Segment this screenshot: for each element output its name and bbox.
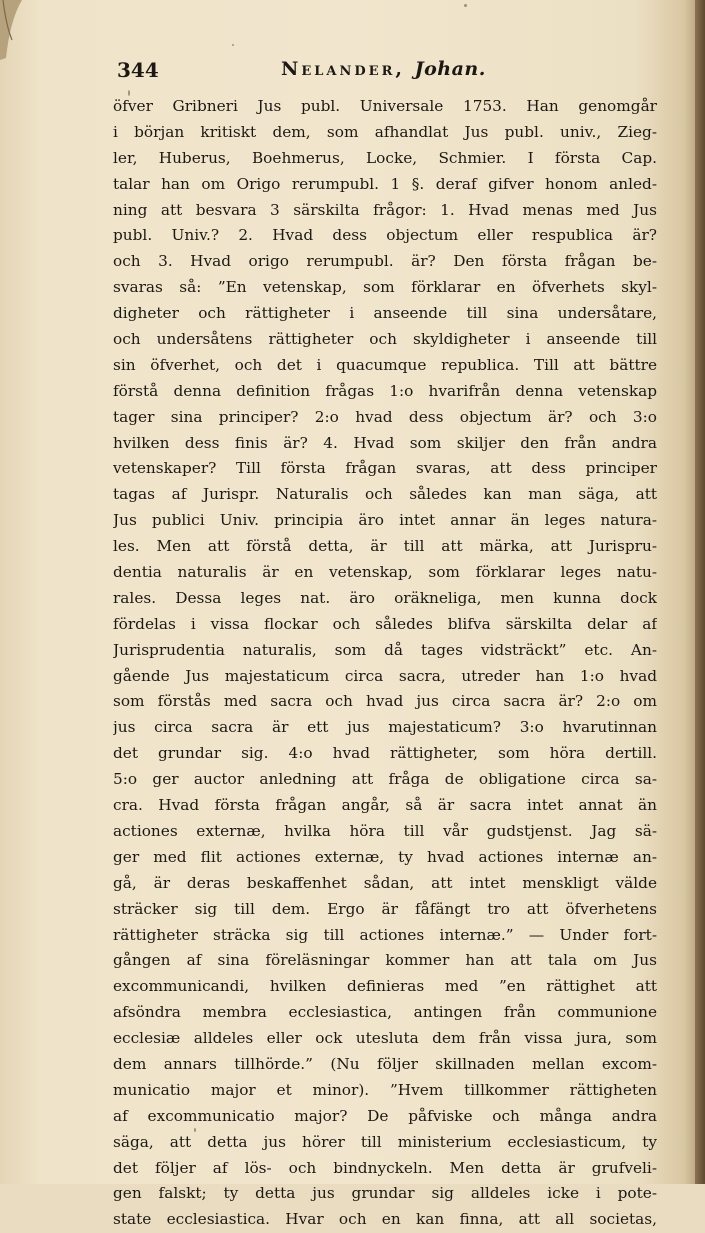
text-line: gående Jus majestaticum circa sacra, utreder han 1:o hvad [113,666,657,685]
text-line: jus circa sacra är ett jus majestaticum? 3:o hvarutinnan [113,718,657,737]
running-head [281,58,486,80]
text-line: 5:o ger auctor anledning att fråga de obligatione circa sa- [113,770,657,789]
text-line: vetenskaper? Till första frågan svaras, att dess principer [113,459,657,478]
text-line: gå, är deras beskaffenhet sådan, att intet menskligt välde [113,873,657,892]
text-line: talar han om Origo rerumpubl. 1 §. deraf gifver honom anled- [113,174,657,193]
text-line: gången af sina föreläsningar kommer han att tala om Jus [113,951,657,970]
text-line: rales. Dessa leges nat. äro oräkneliga, men kunna dock [113,588,657,607]
page-number: 344 [117,58,159,82]
text-line: dem annars tillhörde.” (Nu följer skillnaden mellan excom- [113,1054,657,1073]
text-line: i början kritiskt dem, som afhandlat Jus publ. univ., Zieg- [113,122,657,141]
text-line: af excommunicatio major? De påfviske och många andra [113,1106,657,1125]
text-line: rättigheter sträcka sig till actiones internæ.” — Under fort- [113,925,657,944]
text-line: det följer af lös- och bindnyckeln. Men detta är grufveli- [113,1158,657,1177]
text-line: state ecclesiastica. Hvar och en kan finna, att all societas, [113,1210,657,1229]
text-line: actiones externæ, hvilka höra till vår gudstjenst. Jag sä- [113,821,657,840]
body-text [113,94,657,1233]
text-line: afsöndra membra ecclesiastica, antingen från communione [113,1003,657,1022]
text-line: sträcker sig till dem. Ergo är fåfängt tro att öfverhetens [113,899,657,918]
text-line: tager sina principer? 2:o hvad dess objectum är? och 3:o [113,407,657,426]
text-line: publ. Univ.? 2. Hvad dess objectum eller respublica är? [113,226,657,245]
text-line: säga, att detta jus hörer till ministerium ecclesiasticum, ty [113,1132,657,1151]
text-line: förstå denna definition frågas 1:o hvarifrån denna vetenskap [113,381,657,400]
text-line: gen falskt; ty detta jus grundar sig alldeles icke i pote- [113,1184,657,1203]
text-line: sin öfverhet, och det i quacumque republica. Till att bättre [113,355,657,374]
text-line: och undersåtens rättigheter och skyldigheter i anseende till [113,330,657,349]
text-line: svaras så: ”En vetenskap, som förklarar en öfverhets skyl- [113,278,657,297]
text-line: ler, Huberus, Boehmerus, Locke, Schmier. I första Cap. [113,148,657,167]
text-line: fördelas i vissa flockar och således blifva särskilta delar af [113,614,657,633]
page-corner-fold [0,0,40,60]
text-line: excommunicandi, hvilken definieras med ”en rättighet att [113,977,657,996]
text-line: ning att besvara 3 särskilta frågor: 1. Hvad menas med Jus [113,200,657,219]
text-line: Jus publici Univ. principia äro intet annar än leges natura- [113,511,657,530]
text-line: det grundar sig. 4:o hvad rättigheter, som höra dertill. [113,744,657,763]
page-header [117,58,647,94]
text-line: Jurisprudentia naturalis, som då tages vidsträckt” etc. An- [113,640,657,659]
text-line: tagas af Jurispr. Naturalis och således kan man säga, att [113,485,657,504]
text-line: ger med flit actiones externæ, ty hvad actiones internæ an- [113,847,657,866]
text-line: dentia naturalis är en vetenskap, som förklarar leges natu- [113,563,657,582]
text-line: öfver Gribneri Jus publ. Universale 1753. Han genomgår [113,97,657,115]
text-line: som förstås med sacra och hvad jus circa sacra är? 2:o om [113,692,657,711]
text-line: les. Men att förstå detta, är till att märka, att Jurispru- [113,537,657,556]
running-head-name: Nelander, [281,58,405,80]
text-line: municatio major et minor). ”Hvem tillkommer rättigheten [113,1080,657,1099]
text-line: cra. Hvad första frågan angår, så är sacra intet annat än [113,796,657,815]
text-line: och 3. Hvad origo rerumpubl. är? Den första frågan be- [113,252,657,271]
running-head-italic: Johan. [414,58,486,80]
text-line: ecclesiæ alldeles eller ock utesluta dem från vissa jura, som [113,1029,657,1048]
ink-speck [232,44,234,46]
text-line: digheter och rättigheter i anseende till sina undersåtare, [113,304,657,323]
text-line: hvilken dess finis är? 4. Hvad som skiljer den från andra [113,433,657,452]
ink-speck [464,4,467,7]
book-spine-shadow [695,0,705,1184]
